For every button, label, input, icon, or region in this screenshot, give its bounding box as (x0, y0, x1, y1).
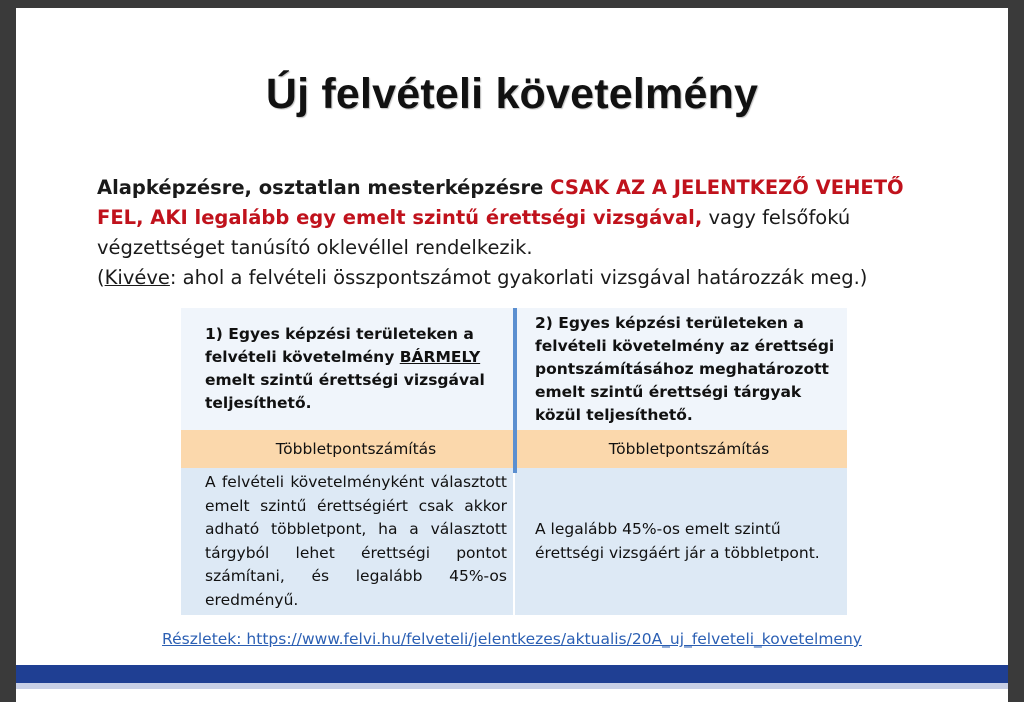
exception-text: : ahol a felvételi összpontszámot gyakorlati vizsgával határozzák meg.) (169, 266, 868, 289)
col1-header-emphasis: BÁRMELY (399, 348, 481, 366)
details-link[interactable]: Részletek: https://www.felvi.hu/felveteli/jelentkezes/aktualis/20A_uj_felveteli_kovetelmeny (162, 630, 862, 648)
main-paragraph (97, 173, 927, 293)
slide-title: Új felvételi követelmény (265, 70, 759, 118)
col1-header-text-a: 1) Egyes képzési területeken a felvételi követelmény (205, 325, 474, 366)
paragraph-intro: Alapképzésre, osztatlan mesterképzésre (97, 176, 551, 199)
footer-band (16, 665, 1008, 683)
paragraph-emphasis: CSAK AZ A JELENTKEZŐ VEHETŐ FEL, AKI legalább egy emelt szintű érettségi vizsgával, (97, 176, 904, 229)
col2-header: 2) Egyes képzési területeken a felvételi követelmény az érettségi pontszámításához meghatározott emelt szintű érettségi tárgyak közül teljesíthető. (513, 308, 847, 430)
slide (16, 8, 1008, 702)
column-divider (513, 308, 517, 473)
exception-open-paren: ( (97, 266, 105, 289)
col1-detail: A felvételi követelményként választott emelt szintű érettségiért csak akkor adható többletpont, ha a választott tárgyból lehet érettségi pontot számítani, és legalább 45%-os eredményű. (181, 468, 513, 615)
col1-header (181, 308, 513, 430)
column-divider-lower (513, 473, 515, 615)
paragraph-rest: vagy felsőfokú végzettséget tanúsító oklevéllel rendelkezik. (97, 206, 851, 259)
col1-header-text-b: emelt szintű érettségi vizsgával teljesíthető. (205, 371, 485, 412)
col2-subheader: Többletpontszámítás (513, 430, 847, 468)
col1-subheader: Többletpontszámítás (181, 430, 513, 468)
col2-detail: A legalább 45%-os emelt szintű érettségi vizsgáért jár a többletpont. (513, 468, 847, 615)
footer-band-light (16, 683, 1008, 689)
exception-label: Kivéve (104, 266, 170, 289)
